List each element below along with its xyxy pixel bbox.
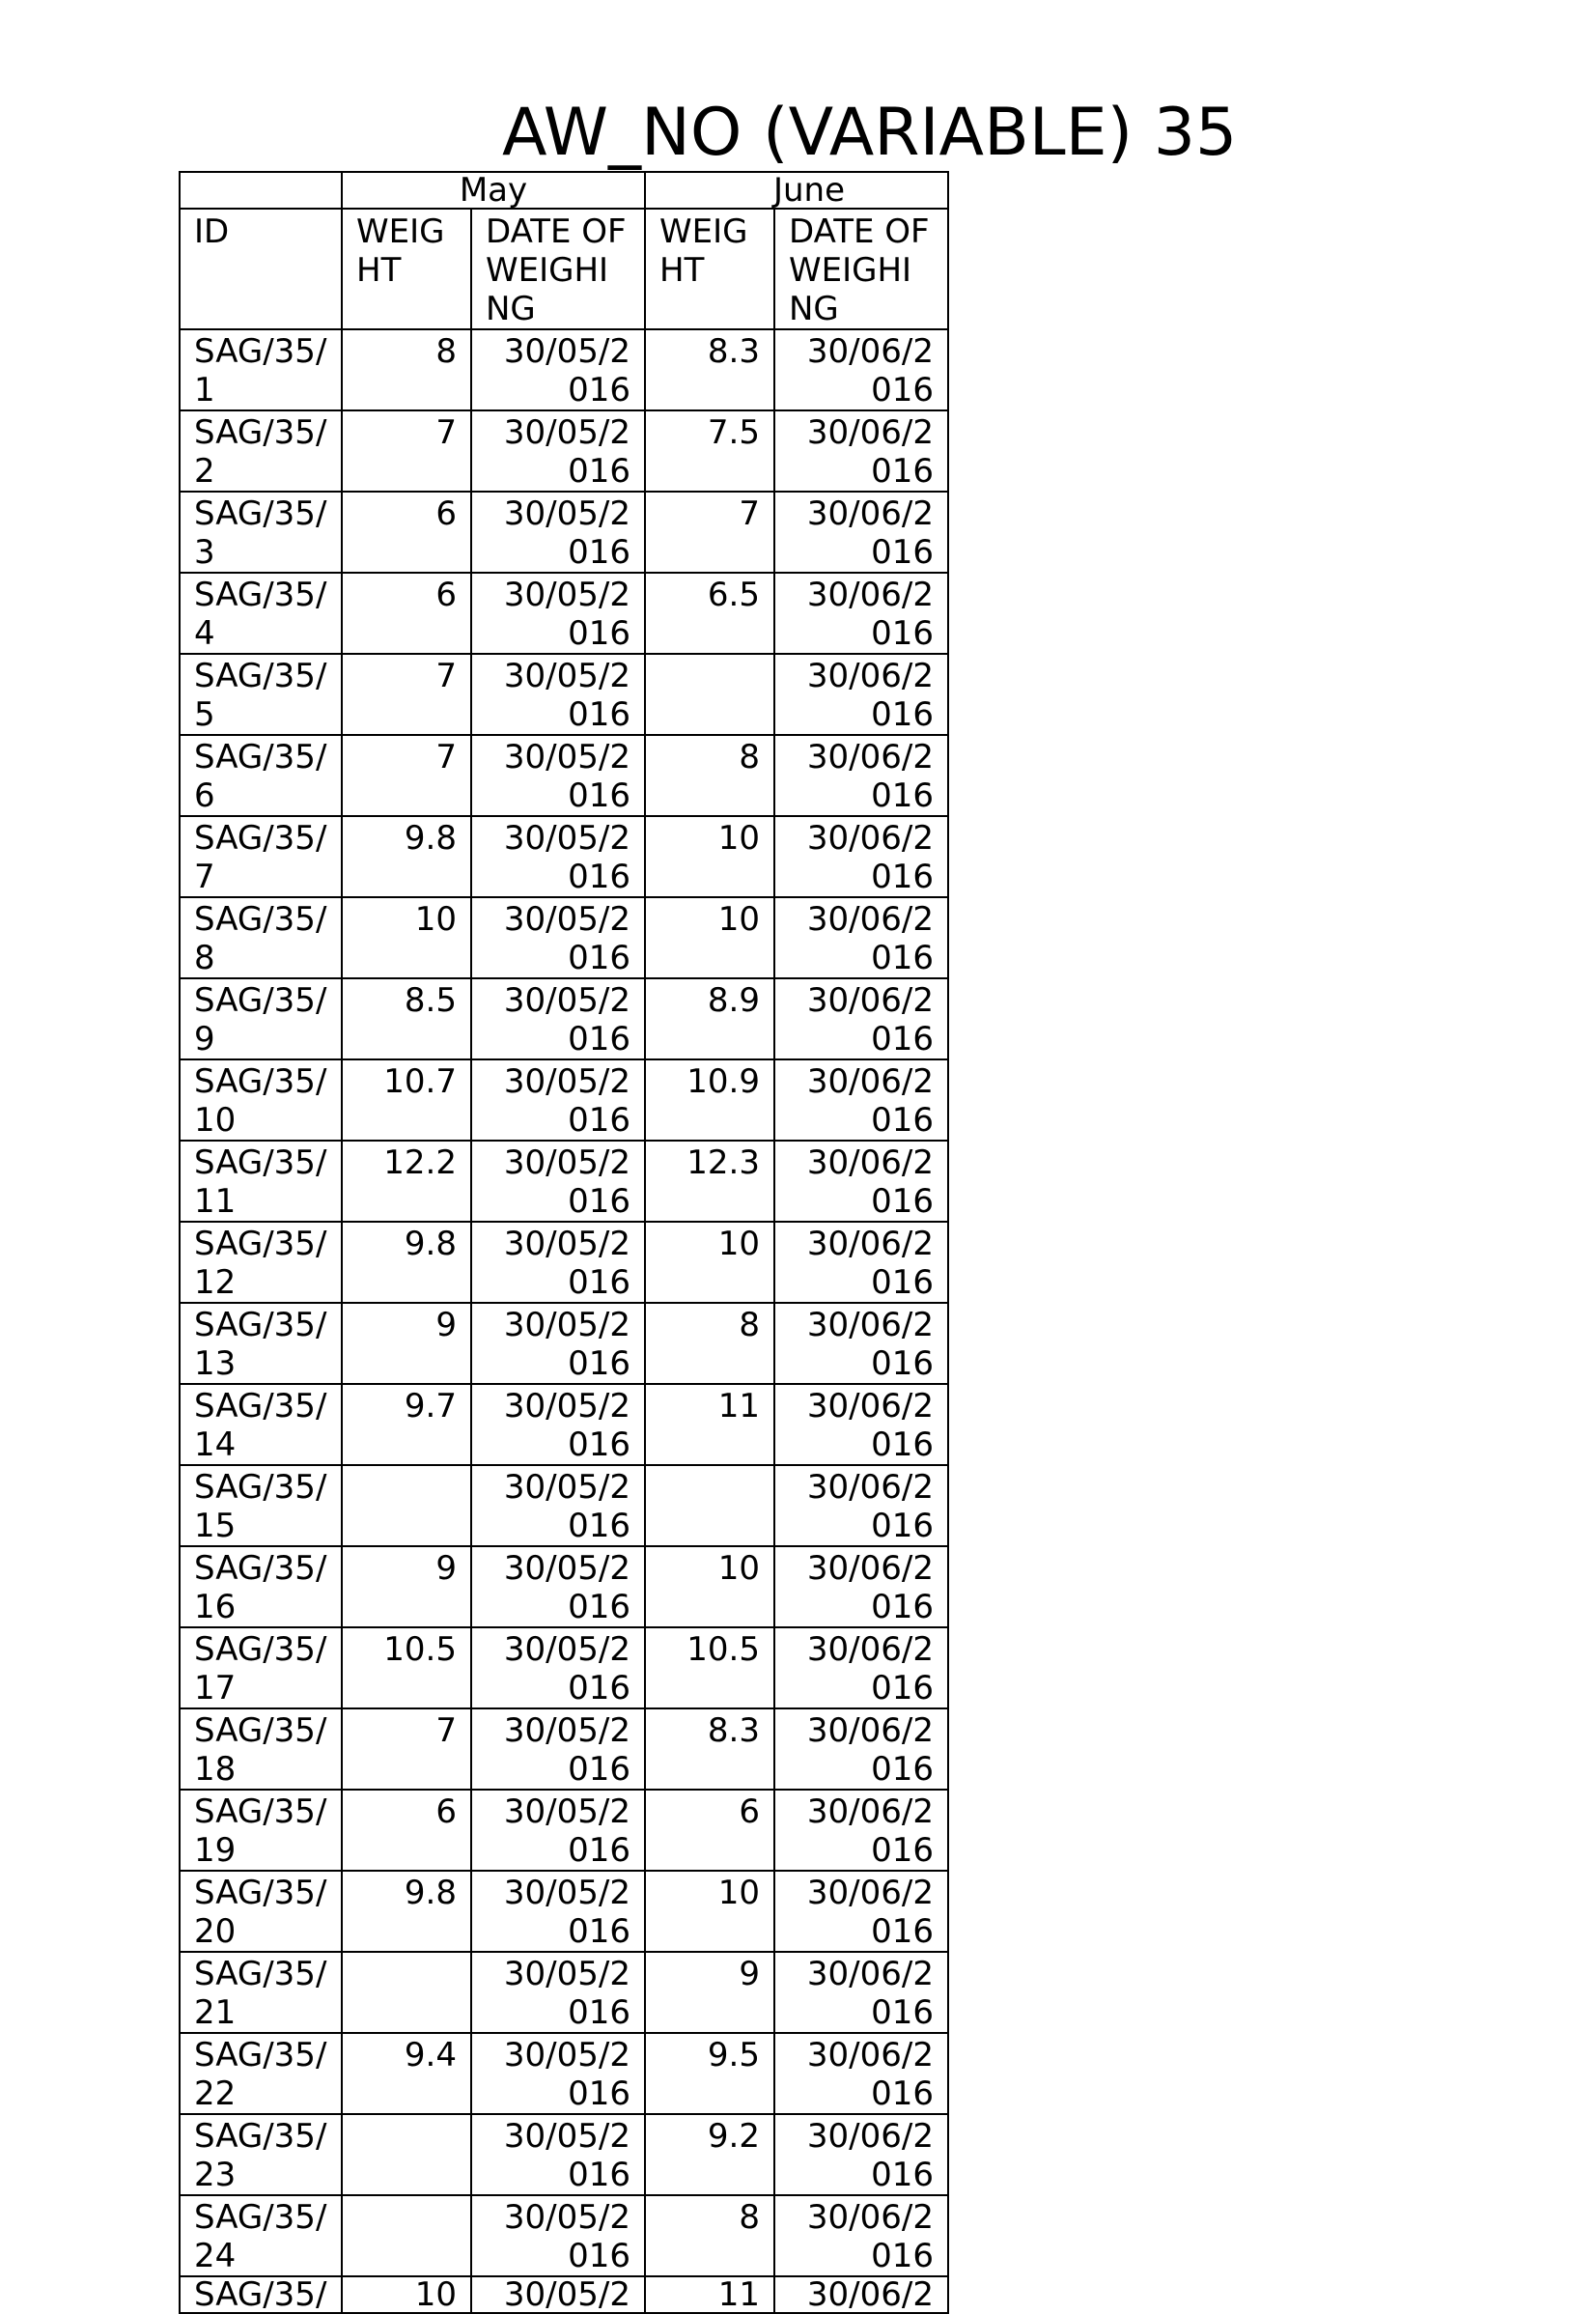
- may-weight-cell: 6: [342, 573, 471, 654]
- june-weight-cell: 12.3: [645, 1141, 774, 1222]
- table-row: [180, 1059, 948, 1141]
- june-weight-cell: 10: [645, 816, 774, 897]
- id-cell: SAG/35/ 3: [180, 492, 342, 573]
- may-weight-cell: 9.7: [342, 1384, 471, 1465]
- table-row: [180, 1627, 948, 1708]
- may-weight-cell: 10: [342, 2276, 471, 2313]
- may-weight-cell: 7: [342, 410, 471, 492]
- may-weight-cell: 9.4: [342, 2033, 471, 2114]
- table-row: [180, 2114, 948, 2195]
- month-header-row: [180, 172, 948, 209]
- may-date-cell: 30/05/2 016: [471, 492, 645, 573]
- june-date-cell: 30/06/2 016: [774, 329, 948, 410]
- june-date-cell: 30/06/2 016: [774, 1952, 948, 2033]
- table-row: [180, 410, 948, 492]
- id-cell: SAG/35/ 17: [180, 1627, 342, 1708]
- may-date-cell: 30/05/2 016: [471, 1384, 645, 1465]
- may-date-cell: 30/05/2 016: [471, 1222, 645, 1303]
- may-weight-cell: 12.2: [342, 1141, 471, 1222]
- june-weight-cell: 8: [645, 735, 774, 816]
- may-date-cell: 30/05/2 016: [471, 735, 645, 816]
- may-weight-cell: 9.8: [342, 816, 471, 897]
- id-cell: SAG/35/ 11: [180, 1141, 342, 1222]
- june-weight-cell: 8.3: [645, 1708, 774, 1790]
- may-weight-cell: [342, 1465, 471, 1546]
- id-cell: SAG/35/ 18: [180, 1708, 342, 1790]
- may-weight-cell: 9: [342, 1546, 471, 1627]
- may-date-cell: 30/05/2 016: [471, 1627, 645, 1708]
- may-weight-cell: 9.8: [342, 1222, 471, 1303]
- may-date-header: DATE OF WEIGHI NG: [471, 209, 645, 329]
- id-cell: SAG/35/: [180, 2276, 342, 2313]
- june-date-cell: 30/06/2 016: [774, 1141, 948, 1222]
- june-date-cell: 30/06/2 016: [774, 1303, 948, 1384]
- table-row: [180, 2033, 948, 2114]
- id-cell: SAG/35/ 24: [180, 2195, 342, 2276]
- june-date-cell: 30/06/2 016: [774, 978, 948, 1059]
- may-weight-cell: [342, 1952, 471, 2033]
- id-cell: SAG/35/ 5: [180, 654, 342, 735]
- table-row: [180, 1465, 948, 1546]
- may-weight-cell: 8: [342, 329, 471, 410]
- june-date-cell: 30/06/2 016: [774, 2195, 948, 2276]
- may-weight-cell: 7: [342, 654, 471, 735]
- may-weight-cell: 6: [342, 1790, 471, 1871]
- june-weight-cell: 11: [645, 2276, 774, 2313]
- june-date-cell: 30/06/2 016: [774, 1790, 948, 1871]
- june-date-cell: 30/06/2 016: [774, 410, 948, 492]
- may-date-cell: 30/05/2 016: [471, 1303, 645, 1384]
- table-row: [180, 1708, 948, 1790]
- page-title: AW_NO (VARIABLE) 35: [502, 95, 1238, 171]
- may-date-cell: 30/05/2 016: [471, 2114, 645, 2195]
- june-weight-cell: 8: [645, 2195, 774, 2276]
- column-header-row: [180, 209, 948, 329]
- id-cell: SAG/35/ 21: [180, 1952, 342, 2033]
- june-weight-cell: 10: [645, 1546, 774, 1627]
- month-june-header: June: [645, 172, 948, 209]
- id-cell: SAG/35/ 4: [180, 573, 342, 654]
- may-date-cell: 30/05/2 016: [471, 410, 645, 492]
- table-row: [180, 1952, 948, 2033]
- id-cell: SAG/35/ 22: [180, 2033, 342, 2114]
- id-cell: SAG/35/ 15: [180, 1465, 342, 1546]
- id-cell: SAG/35/ 1: [180, 329, 342, 410]
- id-header: ID: [180, 209, 342, 329]
- id-cell: SAG/35/ 6: [180, 735, 342, 816]
- june-date-cell: 30/06/2 016: [774, 1059, 948, 1141]
- june-weight-cell: 10: [645, 1222, 774, 1303]
- weights-table: [179, 171, 949, 2314]
- id-cell: SAG/35/ 7: [180, 816, 342, 897]
- id-cell: SAG/35/ 12: [180, 1222, 342, 1303]
- june-weight-cell: 10.9: [645, 1059, 774, 1141]
- month-may-header: May: [342, 172, 645, 209]
- june-weight-header: WEIG HT: [645, 209, 774, 329]
- may-weight-cell: 6: [342, 492, 471, 573]
- may-date-cell: 30/05/2 016: [471, 2195, 645, 2276]
- june-weight-cell: 9.2: [645, 2114, 774, 2195]
- table-row: [180, 978, 948, 1059]
- table-row: [180, 1141, 948, 1222]
- june-date-header: DATE OF WEIGHI NG: [774, 209, 948, 329]
- june-date-cell: 30/06/2 016: [774, 1546, 948, 1627]
- may-date-cell: 30/05/2 016: [471, 1952, 645, 2033]
- table-row: [180, 1790, 948, 1871]
- may-weight-cell: 10.5: [342, 1627, 471, 1708]
- id-cell: SAG/35/ 14: [180, 1384, 342, 1465]
- june-date-cell: 30/06/2 016: [774, 573, 948, 654]
- june-date-cell: 30/06/2 016: [774, 897, 948, 978]
- may-weight-cell: 7: [342, 735, 471, 816]
- may-weight-cell: 10.7: [342, 1059, 471, 1141]
- id-cell: SAG/35/ 16: [180, 1546, 342, 1627]
- may-date-cell: 30/05/2 016: [471, 2033, 645, 2114]
- june-date-cell: 30/06/2 016: [774, 654, 948, 735]
- blank-header-cell: [180, 172, 342, 209]
- june-date-cell: 30/06/2 016: [774, 1708, 948, 1790]
- june-date-cell: 30/06/2 016: [774, 816, 948, 897]
- june-weight-cell: 8.3: [645, 329, 774, 410]
- may-date-cell: 30/05/2 016: [471, 1546, 645, 1627]
- june-weight-cell: 8: [645, 1303, 774, 1384]
- id-cell: SAG/35/ 20: [180, 1871, 342, 1952]
- june-date-cell: 30/06/2 016: [774, 1222, 948, 1303]
- june-date-cell: 30/06/2 016: [774, 1465, 948, 1546]
- june-date-cell: 30/06/2 016: [774, 1871, 948, 1952]
- may-weight-cell: 8.5: [342, 978, 471, 1059]
- id-cell: SAG/35/ 8: [180, 897, 342, 978]
- june-weight-cell: 11: [645, 1384, 774, 1465]
- june-weight-cell: 6.5: [645, 573, 774, 654]
- id-cell: SAG/35/ 19: [180, 1790, 342, 1871]
- may-date-cell: 30/05/2 016: [471, 1059, 645, 1141]
- may-date-cell: 30/05/2 016: [471, 1708, 645, 1790]
- may-date-cell: 30/05/2 016: [471, 654, 645, 735]
- june-weight-cell: 6: [645, 1790, 774, 1871]
- june-weight-cell: 10.5: [645, 1627, 774, 1708]
- june-weight-cell: 10: [645, 897, 774, 978]
- may-weight-cell: 7: [342, 1708, 471, 1790]
- table-row: [180, 492, 948, 573]
- may-date-cell: 30/05/2: [471, 2276, 645, 2313]
- id-cell: SAG/35/ 10: [180, 1059, 342, 1141]
- june-date-cell: 30/06/2 016: [774, 2033, 948, 2114]
- table-row: [180, 2195, 948, 2276]
- june-weight-cell: 9.5: [645, 2033, 774, 2114]
- id-cell: SAG/35/ 9: [180, 978, 342, 1059]
- may-weight-header: WEIG HT: [342, 209, 471, 329]
- may-weight-cell: [342, 2114, 471, 2195]
- may-weight-cell: 10: [342, 897, 471, 978]
- table-row: [180, 329, 948, 410]
- id-cell: SAG/35/ 13: [180, 1303, 342, 1384]
- table-row: [180, 2276, 948, 2313]
- may-date-cell: 30/05/2 016: [471, 978, 645, 1059]
- table-row: [180, 816, 948, 897]
- may-date-cell: 30/05/2 016: [471, 1465, 645, 1546]
- table-row: [180, 1222, 948, 1303]
- june-weight-cell: [645, 1465, 774, 1546]
- june-weight-cell: 10: [645, 1871, 774, 1952]
- june-date-cell: 30/06/2: [774, 2276, 948, 2313]
- table-row: [180, 897, 948, 978]
- table-row: [180, 735, 948, 816]
- june-weight-cell: 7.5: [645, 410, 774, 492]
- june-date-cell: 30/06/2 016: [774, 1384, 948, 1465]
- may-date-cell: 30/05/2 016: [471, 1871, 645, 1952]
- table-row: [180, 573, 948, 654]
- june-weight-cell: [645, 654, 774, 735]
- may-weight-cell: [342, 2195, 471, 2276]
- table-row: [180, 1384, 948, 1465]
- table-row: [180, 1871, 948, 1952]
- may-date-cell: 30/05/2 016: [471, 897, 645, 978]
- may-date-cell: 30/05/2 016: [471, 1790, 645, 1871]
- may-date-cell: 30/05/2 016: [471, 329, 645, 410]
- may-date-cell: 30/05/2 016: [471, 1141, 645, 1222]
- june-date-cell: 30/06/2 016: [774, 1627, 948, 1708]
- may-weight-cell: 9: [342, 1303, 471, 1384]
- may-date-cell: 30/05/2 016: [471, 816, 645, 897]
- june-date-cell: 30/06/2 016: [774, 2114, 948, 2195]
- june-weight-cell: 7: [645, 492, 774, 573]
- june-weight-cell: 9: [645, 1952, 774, 2033]
- table-row: [180, 1303, 948, 1384]
- table-row: [180, 654, 948, 735]
- june-date-cell: 30/06/2 016: [774, 735, 948, 816]
- may-weight-cell: 9.8: [342, 1871, 471, 1952]
- id-cell: SAG/35/ 2: [180, 410, 342, 492]
- id-cell: SAG/35/ 23: [180, 2114, 342, 2195]
- may-date-cell: 30/05/2 016: [471, 573, 645, 654]
- june-weight-cell: 8.9: [645, 978, 774, 1059]
- june-date-cell: 30/06/2 016: [774, 492, 948, 573]
- table-row: [180, 1546, 948, 1627]
